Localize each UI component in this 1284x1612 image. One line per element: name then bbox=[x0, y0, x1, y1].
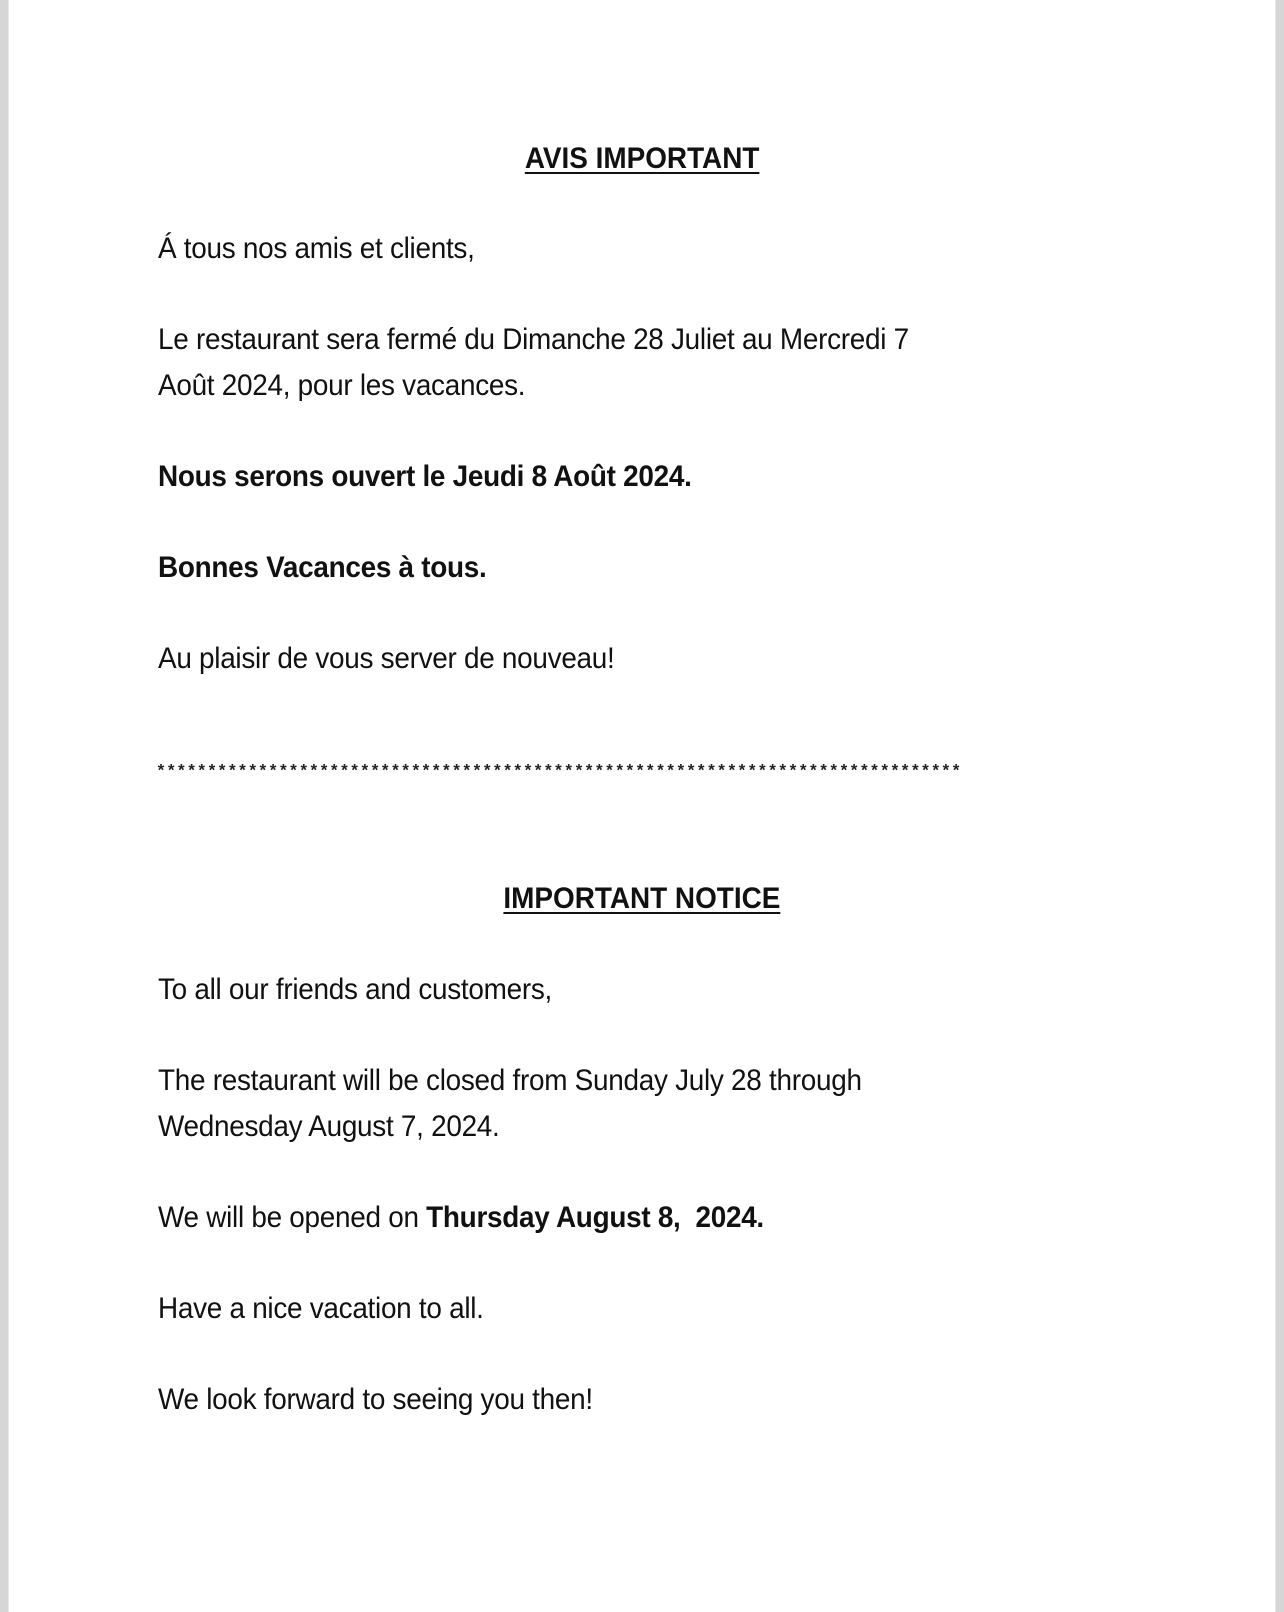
french-closure-line-2: Août 2024, pour les vacances. bbox=[158, 369, 526, 402]
french-title bbox=[0, 139, 1284, 179]
english-reopen-prefix: We will be opened on bbox=[158, 1201, 427, 1234]
french-closing: Au plaisir de vous server de nouveau! bbox=[158, 642, 615, 675]
french-wishes: Bonnes Vacances à tous. bbox=[158, 551, 487, 584]
english-title bbox=[0, 879, 1284, 919]
left-page-border bbox=[0, 0, 9, 1612]
english-closure-line-1: The restaurant will be closed from Sunday July 28 through bbox=[158, 1064, 862, 1097]
english-reopen-date: Thursday August 8, 2024. bbox=[426, 1201, 764, 1234]
right-page-border bbox=[1275, 0, 1284, 1612]
french-reopen: Nous serons ouvert le Jeudi 8 Août 2024. bbox=[158, 460, 692, 493]
english-reopen bbox=[158, 1195, 764, 1241]
french-title-text: AVIS IMPORTANT bbox=[524, 142, 760, 175]
english-greeting: To all our friends and customers, bbox=[158, 973, 552, 1006]
english-closure-line-2: Wednesday August 7, 2024. bbox=[158, 1110, 500, 1143]
french-greeting: Á tous nos amis et clients, bbox=[158, 232, 475, 265]
english-closing: We look forward to seeing you then! bbox=[158, 1383, 593, 1416]
separator-line: ******************************************************************************* bbox=[156, 763, 962, 782]
english-title-text: IMPORTANT NOTICE bbox=[503, 882, 781, 915]
english-wishes: Have a nice vacation to all. bbox=[158, 1292, 484, 1325]
french-closure-line-1: Le restaurant sera fermé du Dimanche 28 Juliet au Mercredi 7 bbox=[158, 323, 909, 356]
